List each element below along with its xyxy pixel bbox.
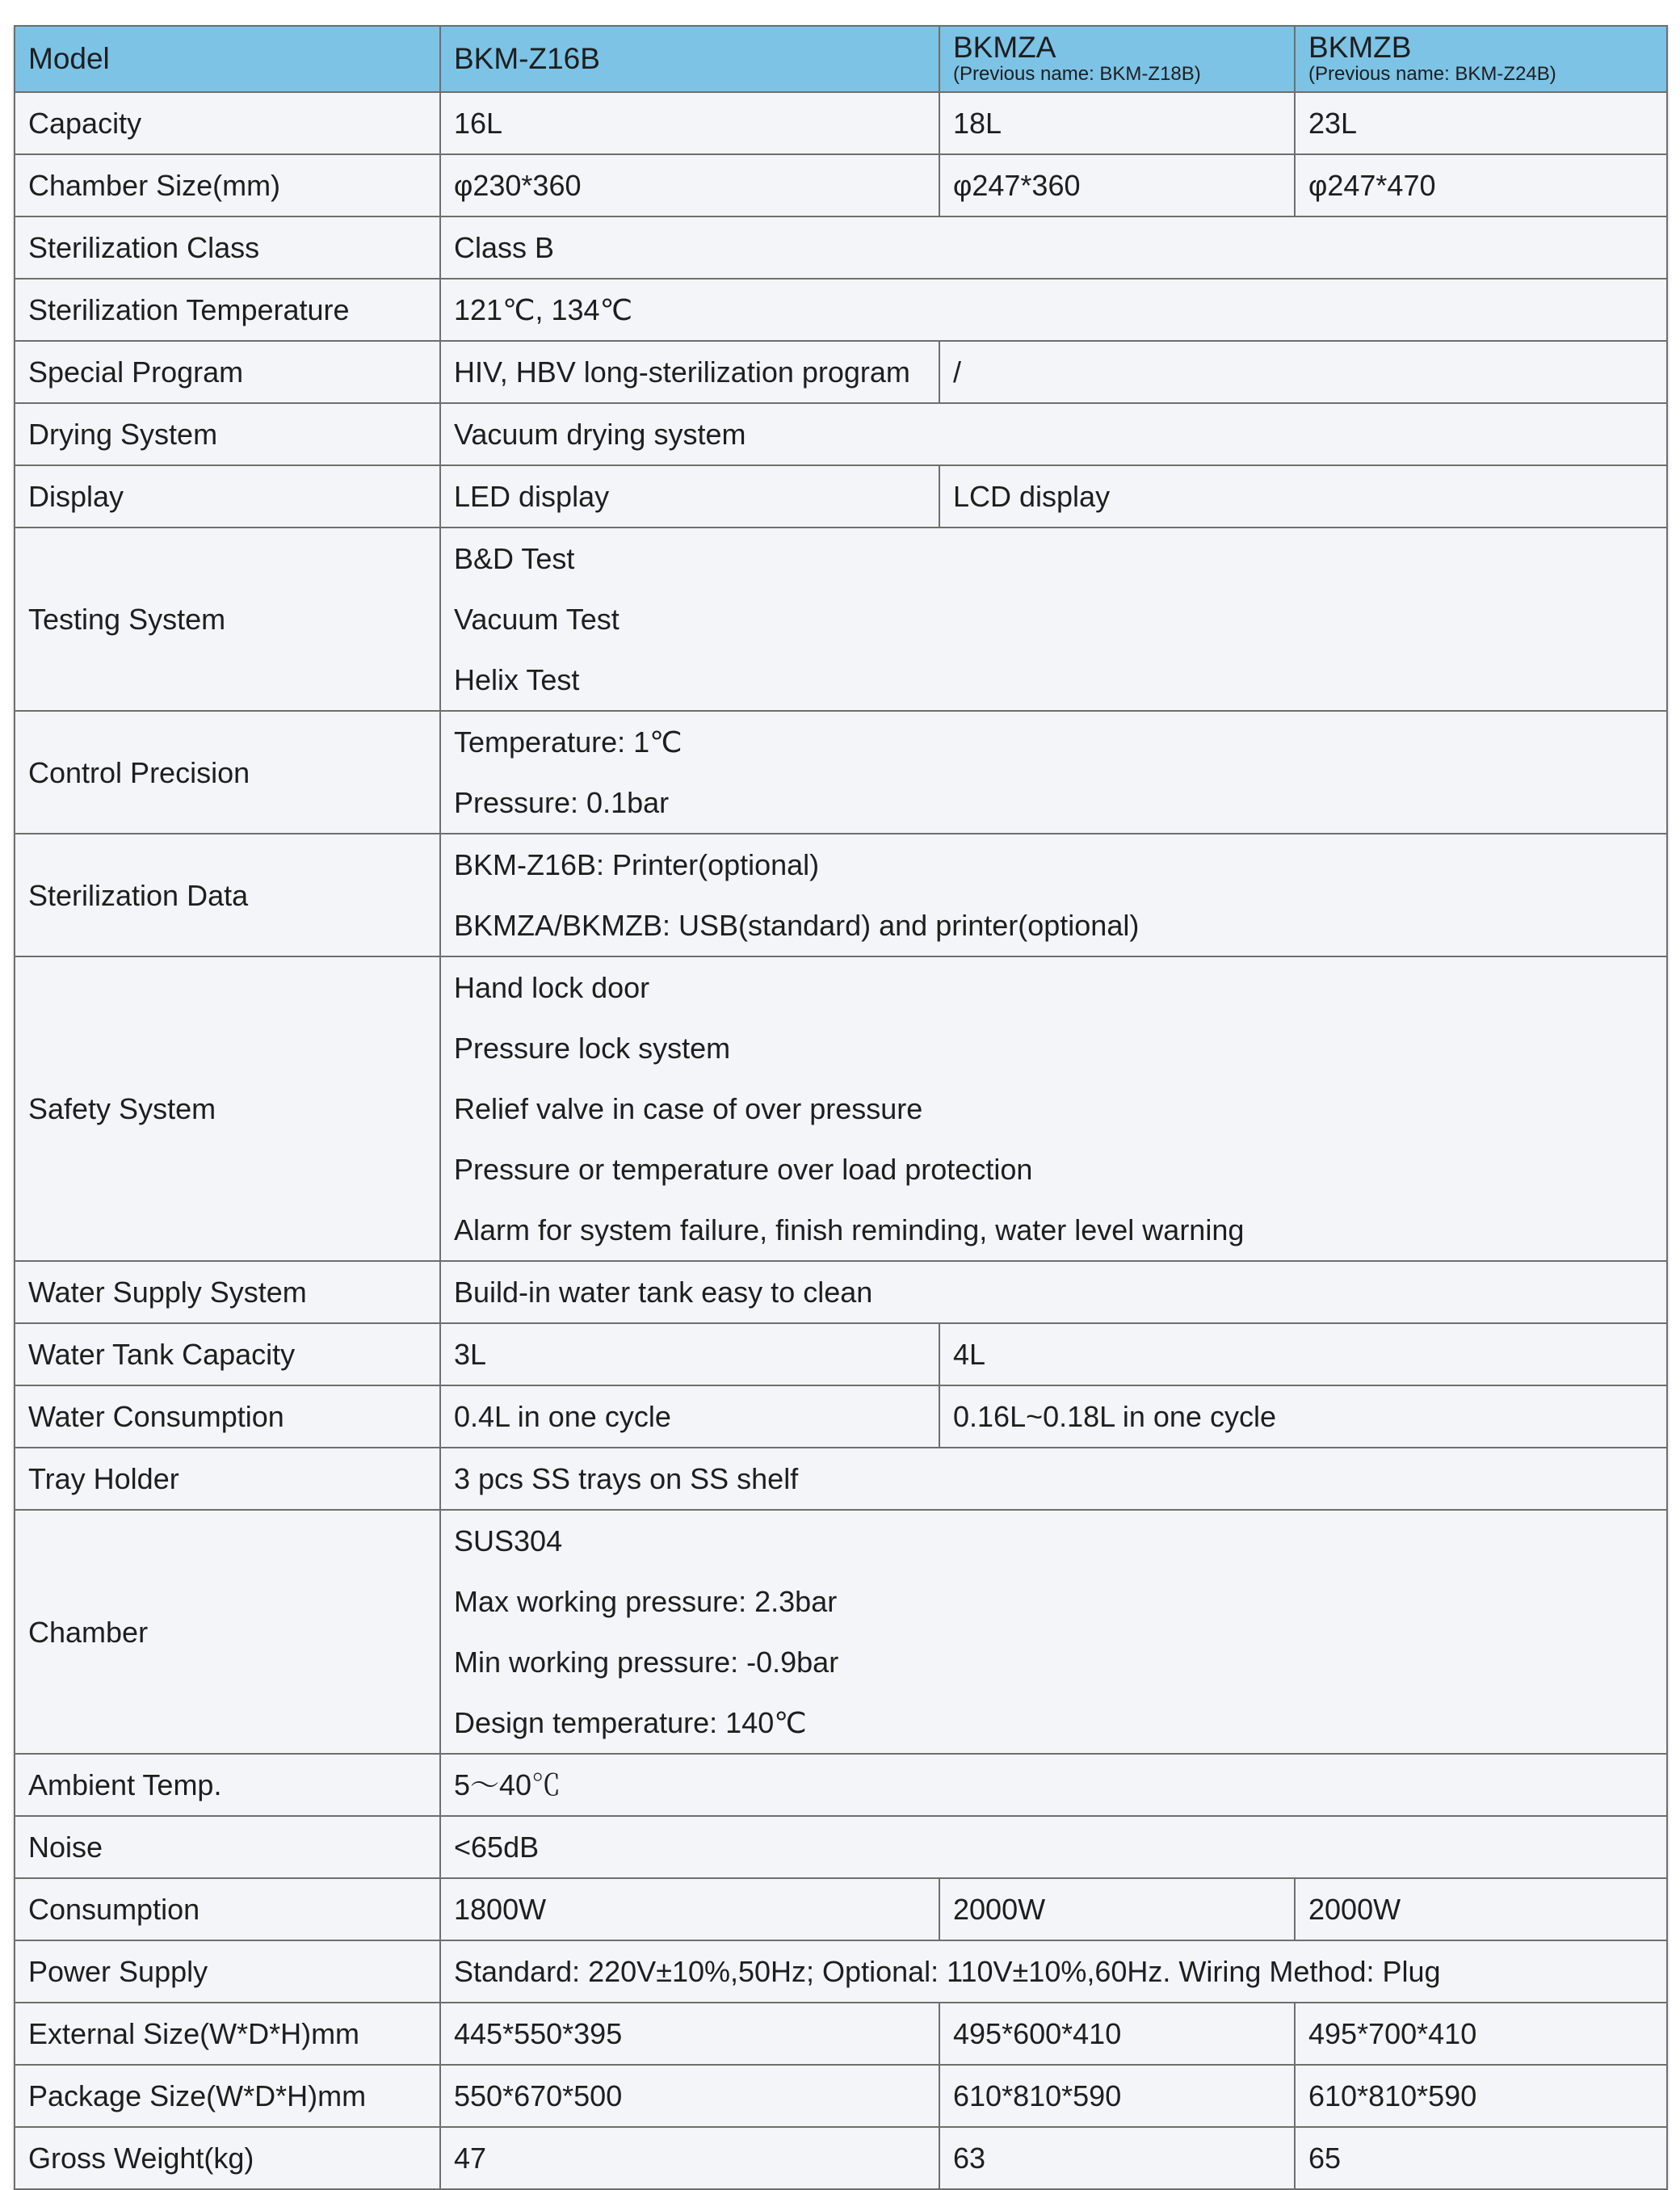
row-ambient-temp: [15, 1754, 1667, 1816]
cell-value: 610*810*590: [1295, 2065, 1667, 2127]
row-chamber-size: [15, 154, 1667, 216]
row-label: Water Tank Capacity: [15, 1323, 440, 1385]
row-label: Gross Weight(kg): [15, 2127, 440, 2189]
spec-table: [14, 25, 1668, 2190]
row-package-size: [15, 2065, 1667, 2127]
cell-line: Vacuum Test: [454, 603, 620, 636]
row-label: Control Precision: [15, 711, 440, 834]
row-power-supply: [15, 1940, 1667, 2003]
row-label: Chamber: [15, 1510, 440, 1754]
cell-line: Max working pressure: 2.3bar: [454, 1585, 838, 1618]
cell-value: 2000W: [939, 1878, 1295, 1940]
row-label: Sterilization Data: [15, 834, 440, 956]
row-label: Capacity: [15, 92, 440, 154]
cell-value: LCD display: [939, 465, 1667, 528]
cell-value: 1800W: [440, 1878, 939, 1940]
cell-value: 445*550*395: [440, 2003, 939, 2065]
row-label: Drying System: [15, 403, 440, 465]
cell-value: LED display: [440, 465, 939, 528]
cell-value: 0.4L in one cycle: [440, 1385, 939, 1448]
row-label: Power Supply: [15, 1940, 440, 2003]
row-label: Sterilization Temperature: [15, 279, 440, 341]
row-label: Safety System: [15, 956, 440, 1261]
cell-value: Build-in water tank easy to clean: [440, 1261, 1667, 1323]
row-external-size: [15, 2003, 1667, 2065]
cell-value: 65: [1295, 2127, 1667, 2189]
cell-line: Min working pressure: -0.9bar: [454, 1646, 839, 1679]
cell-value: /: [939, 341, 1667, 403]
cell-multiline: [440, 1510, 1667, 1754]
cell-value: 3L: [440, 1323, 939, 1385]
cell-value: φ230*360: [440, 154, 939, 216]
row-safety-system: [15, 956, 1667, 1261]
header-model-1: [440, 26, 939, 92]
row-drying-system: [15, 403, 1667, 465]
cell-value: HIV, HBV long-sterilization program: [440, 341, 939, 403]
row-label: Testing System: [15, 528, 440, 711]
cell-value: φ247*360: [939, 154, 1295, 216]
row-sterilization-temperature: [15, 279, 1667, 341]
row-label: Ambient Temp.: [15, 1754, 440, 1816]
row-chamber: [15, 1510, 1667, 1754]
row-label: Display: [15, 465, 440, 528]
cell-value: 4L: [939, 1323, 1667, 1385]
cell-value: Standard: 220V±10%,50Hz; Optional: 110V±10%,60Hz. Wiring Method: Plug: [440, 1940, 1667, 2003]
cell-line: Relief valve in case of over pressure: [454, 1092, 923, 1125]
row-gross-weight: [15, 2127, 1667, 2189]
cell-multiline: [440, 528, 1667, 711]
cell-value: Class B: [440, 216, 1667, 279]
cell-line: Hand lock door: [454, 971, 650, 1004]
cell-value: 550*670*500: [440, 2065, 939, 2127]
cell-value: 5～40℃: [440, 1754, 1667, 1816]
cell-line: Temperature: 1℃: [454, 725, 682, 759]
model-name: BKM-Z16B: [454, 41, 600, 75]
row-sterilization-data: [15, 834, 1667, 956]
cell-line: SUS304: [454, 1524, 563, 1557]
row-label: Noise: [15, 1816, 440, 1878]
row-label: Tray Holder: [15, 1448, 440, 1510]
model-name: BKMZA: [953, 31, 1056, 65]
header-model-2: [939, 26, 1295, 92]
row-label: Consumption: [15, 1878, 440, 1940]
model-previous-name: (Previous name: BKM-Z24B): [1308, 63, 1556, 86]
row-capacity: [15, 92, 1667, 154]
row-testing-system: [15, 528, 1667, 711]
cell-value: 495*600*410: [939, 2003, 1295, 2065]
cell-multiline: [440, 956, 1667, 1261]
row-water-tank-capacity: [15, 1323, 1667, 1385]
row-control-precision: [15, 711, 1667, 834]
cell-value: 63: [939, 2127, 1295, 2189]
row-label: Water Consumption: [15, 1385, 440, 1448]
row-water-supply-system: [15, 1261, 1667, 1323]
row-display: [15, 465, 1667, 528]
cell-line: Design temperature: 140℃: [454, 1706, 807, 1739]
cell-value: 18L: [939, 92, 1295, 154]
cell-multiline: [440, 834, 1667, 956]
row-label: Chamber Size(mm): [15, 154, 440, 216]
cell-value: 16L: [440, 92, 939, 154]
cell-line: B&D Test: [454, 542, 575, 575]
cell-line: Helix Test: [454, 663, 580, 696]
cell-value: 0.16L~0.18L in one cycle: [939, 1385, 1667, 1448]
row-water-consumption: [15, 1385, 1667, 1448]
cell-line: Pressure or temperature over load protection: [454, 1153, 1033, 1186]
row-sterilization-class: [15, 216, 1667, 279]
cell-value: 47: [440, 2127, 939, 2189]
model-previous-name: (Previous name: BKM-Z18B): [953, 63, 1201, 86]
cell-line: BKMZA/BKMZB: USB(standard) and printer(optional): [454, 909, 1140, 942]
cell-line: BKM-Z16B: Printer(optional): [454, 848, 820, 881]
row-label: Special Program: [15, 341, 440, 403]
header-model-3: [1295, 26, 1667, 92]
cell-value: 3 pcs SS trays on SS shelf: [440, 1448, 1667, 1510]
cell-line: Pressure: 0.1bar: [454, 786, 670, 819]
row-special-program: [15, 341, 1667, 403]
row-noise: [15, 1816, 1667, 1878]
header-label: Model: [15, 26, 440, 92]
cell-multiline: [440, 711, 1667, 834]
model-name: BKMZB: [1308, 31, 1412, 65]
header-row: [15, 26, 1667, 92]
cell-value: <65dB: [440, 1816, 1667, 1878]
cell-line: Alarm for system failure, finish reminding, water level warning: [454, 1213, 1245, 1246]
cell-value: 23L: [1295, 92, 1667, 154]
row-label: Water Supply System: [15, 1261, 440, 1323]
row-consumption: [15, 1878, 1667, 1940]
row-label: Package Size(W*D*H)mm: [15, 2065, 440, 2127]
cell-value: 495*700*410: [1295, 2003, 1667, 2065]
row-label: External Size(W*D*H)mm: [15, 2003, 440, 2065]
cell-value: 2000W: [1295, 1878, 1667, 1940]
cell-value: 121℃, 134℃: [440, 279, 1667, 341]
row-tray-holder: [15, 1448, 1667, 1510]
cell-line: Pressure lock system: [454, 1032, 731, 1065]
row-label: Sterilization Class: [15, 216, 440, 279]
cell-value: 610*810*590: [939, 2065, 1295, 2127]
cell-value: φ247*470: [1295, 154, 1667, 216]
cell-value: Vacuum drying system: [440, 403, 1667, 465]
